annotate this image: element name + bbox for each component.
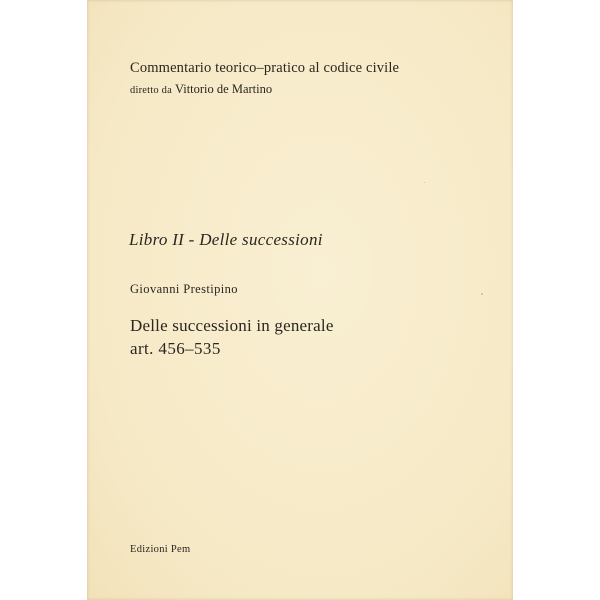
publisher-name: Edizioni Pem [130,544,191,555]
author-name: Giovanni Prestipino [130,282,238,296]
directed-by-label: diretto da [130,85,172,96]
work-title: Delle successioni in generale [130,316,334,335]
book-title: Libro II - Delle successioni [129,230,323,249]
series-director-line [130,82,272,97]
paper-speck [424,182,425,183]
paper-speck [481,293,483,295]
director-name: Vittorio de Martino [174,82,273,96]
series-title: Commentario teorico–pratico al codice civile [130,60,400,76]
article-range: art. 456–535 [130,339,221,358]
